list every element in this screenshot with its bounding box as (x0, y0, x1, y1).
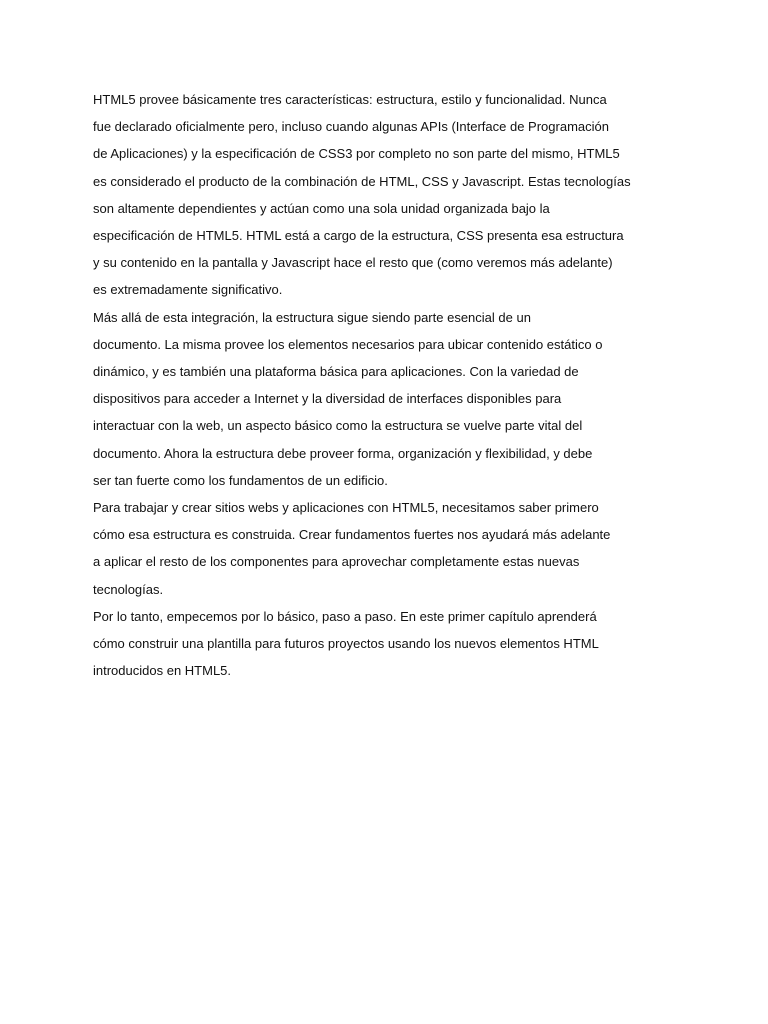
text-line: documento. Ahora la estructura debe proveer forma, organización y flexibilidad, y debe (93, 445, 593, 461)
text-line: ser tan fuerte como los fundamentos de un edificio. (93, 472, 388, 488)
text-line: es considerado el producto de la combinación de HTML, CSS y Javascript. Estas tecnologías (93, 173, 631, 189)
text-line: a aplicar el resto de los componentes para aprovechar completamente estas nuevas (93, 554, 580, 570)
text-line: especificación de HTML5. HTML está a cargo de la estructura, CSS presenta esa estructura (93, 228, 624, 244)
text-line: son altamente dependientes y actúan como una sola unidad organizada bajo la (93, 200, 550, 216)
text-line: fue declarado oficialmente pero, incluso cuando algunas APIs (Interface de Programación (93, 119, 609, 135)
text-line: y su contenido en la pantalla y Javascript hace el resto que (como veremos más adelante) (93, 255, 613, 271)
text-line: dispositivos para acceder a Internet y la diversidad de interfaces disponibles para (93, 391, 562, 407)
text-line: documento. La misma provee los elementos necesarios para ubicar contenido estático o (93, 336, 603, 352)
text-line: Para trabajar y crear sitios webs y aplicaciones con HTML5, necesitamos saber primero (93, 500, 599, 516)
text-line: interactuar con la web, un aspecto básico como la estructura se vuelve parte vital del (93, 418, 583, 434)
document-body-text (93, 86, 633, 684)
text-line: Por lo tanto, empecemos por lo básico, paso a paso. En este primer capítulo aprenderá (93, 608, 597, 624)
text-line: cómo construir una plantilla para futuros proyectos usando los nuevos elementos HTML (93, 636, 599, 652)
text-line: de Aplicaciones) y la especificación de CSS3 por completo no son parte del mismo, HTML5 (93, 146, 620, 162)
text-line: introducidos en HTML5. (93, 663, 232, 679)
text-line: HTML5 provee básicamente tres características: estructura, estilo y funcionalidad. Nunca (93, 92, 607, 107)
text-line: es extremadamente significativo. (93, 282, 283, 298)
text-line: cómo esa estructura es construida. Crear fundamentos fuertes nos ayudará más adelante (93, 527, 611, 543)
text-line: tecnologías. (93, 581, 164, 597)
text-line: dinámico, y es también una plataforma básica para aplicaciones. Con la variedad de (93, 364, 579, 380)
text-line: Más allá de esta integración, la estructura sigue siendo parte esencial de un (93, 309, 531, 325)
